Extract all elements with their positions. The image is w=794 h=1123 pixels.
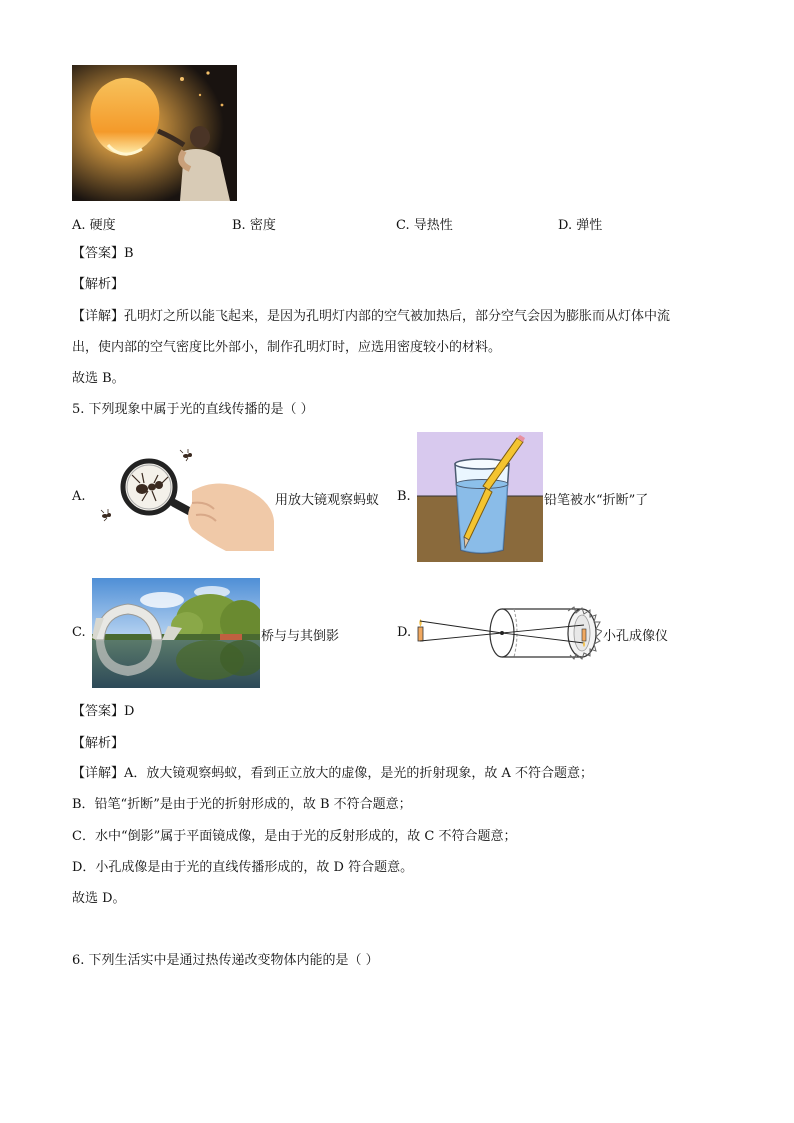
q5-analysis-label: 【解析】 [72, 736, 125, 751]
q5-option-b-caption: 铅笔被水“折断”了 [544, 493, 649, 508]
q5-stem: 5. 下列现象中属于光的直线传播的是（ ） [72, 402, 314, 417]
q4-option-a: A. 硬度 [72, 218, 116, 233]
q5-answer: 【答案】D [72, 704, 135, 719]
q5-option-a-caption: 用放大镜观察蚂蚁 [275, 493, 380, 508]
q4-answer: 【答案】B [72, 246, 134, 261]
q6-stem: 6. 下列生活实中是通过热传递改变物体内能的是（ ） [72, 953, 379, 968]
q5-option-d-letter: D. [397, 625, 412, 640]
pencil-in-water-image [417, 432, 543, 562]
q4-option-b: B. 密度 [232, 218, 276, 233]
q4-detail-line-1: 【详解】孔明灯之所以能飞起来，是因为孔明灯内部的空气被加热后，部分空气会因为膨胀而从灯体中流 [72, 309, 671, 324]
q4-detail-line-2: 出，使内部的空气密度比外部小，制作孔明灯时，应选用密度较小的材料。 [72, 340, 502, 355]
q5-option-c-letter: C. [72, 625, 86, 640]
q4-conclusion: 故选 B。 [72, 371, 125, 386]
q5-detail-c: C．水中“倒影”属于平面镜成像，是由于光的反射形成的，故 C 不符合题意； [72, 829, 517, 844]
q5-detail-b: B．铅笔“折断”是由于光的折射形成的，故 B 不符合题意； [72, 797, 412, 812]
q4-option-d: D. 弹性 [558, 218, 603, 233]
pinhole-camera-diagram [412, 603, 602, 663]
q5-option-c-caption: 桥与与其倒影 [261, 629, 340, 644]
q5-option-a-letter: A. [72, 489, 86, 504]
q5-detail-a: 【详解】A．放大镜观察蚂蚁，看到正立放大的虚像，是光的折射现象，故 A 不符合题意； [72, 766, 594, 781]
q5-option-b-letter: B. [397, 489, 411, 504]
q5-option-d-caption: 小孔成像仪 [603, 629, 669, 644]
magnifier-ant-image [96, 443, 274, 551]
q5-conclusion: 故选 D。 [72, 891, 126, 906]
q5-detail-d: D．小孔成像是由于光的直线传播形成的，故 D 符合题意。 [72, 860, 414, 875]
sky-lantern-photo [72, 65, 237, 201]
q4-option-c: C. 导热性 [396, 218, 453, 233]
q4-analysis-label: 【解析】 [72, 277, 125, 292]
bridge-reflection-photo [92, 578, 260, 688]
